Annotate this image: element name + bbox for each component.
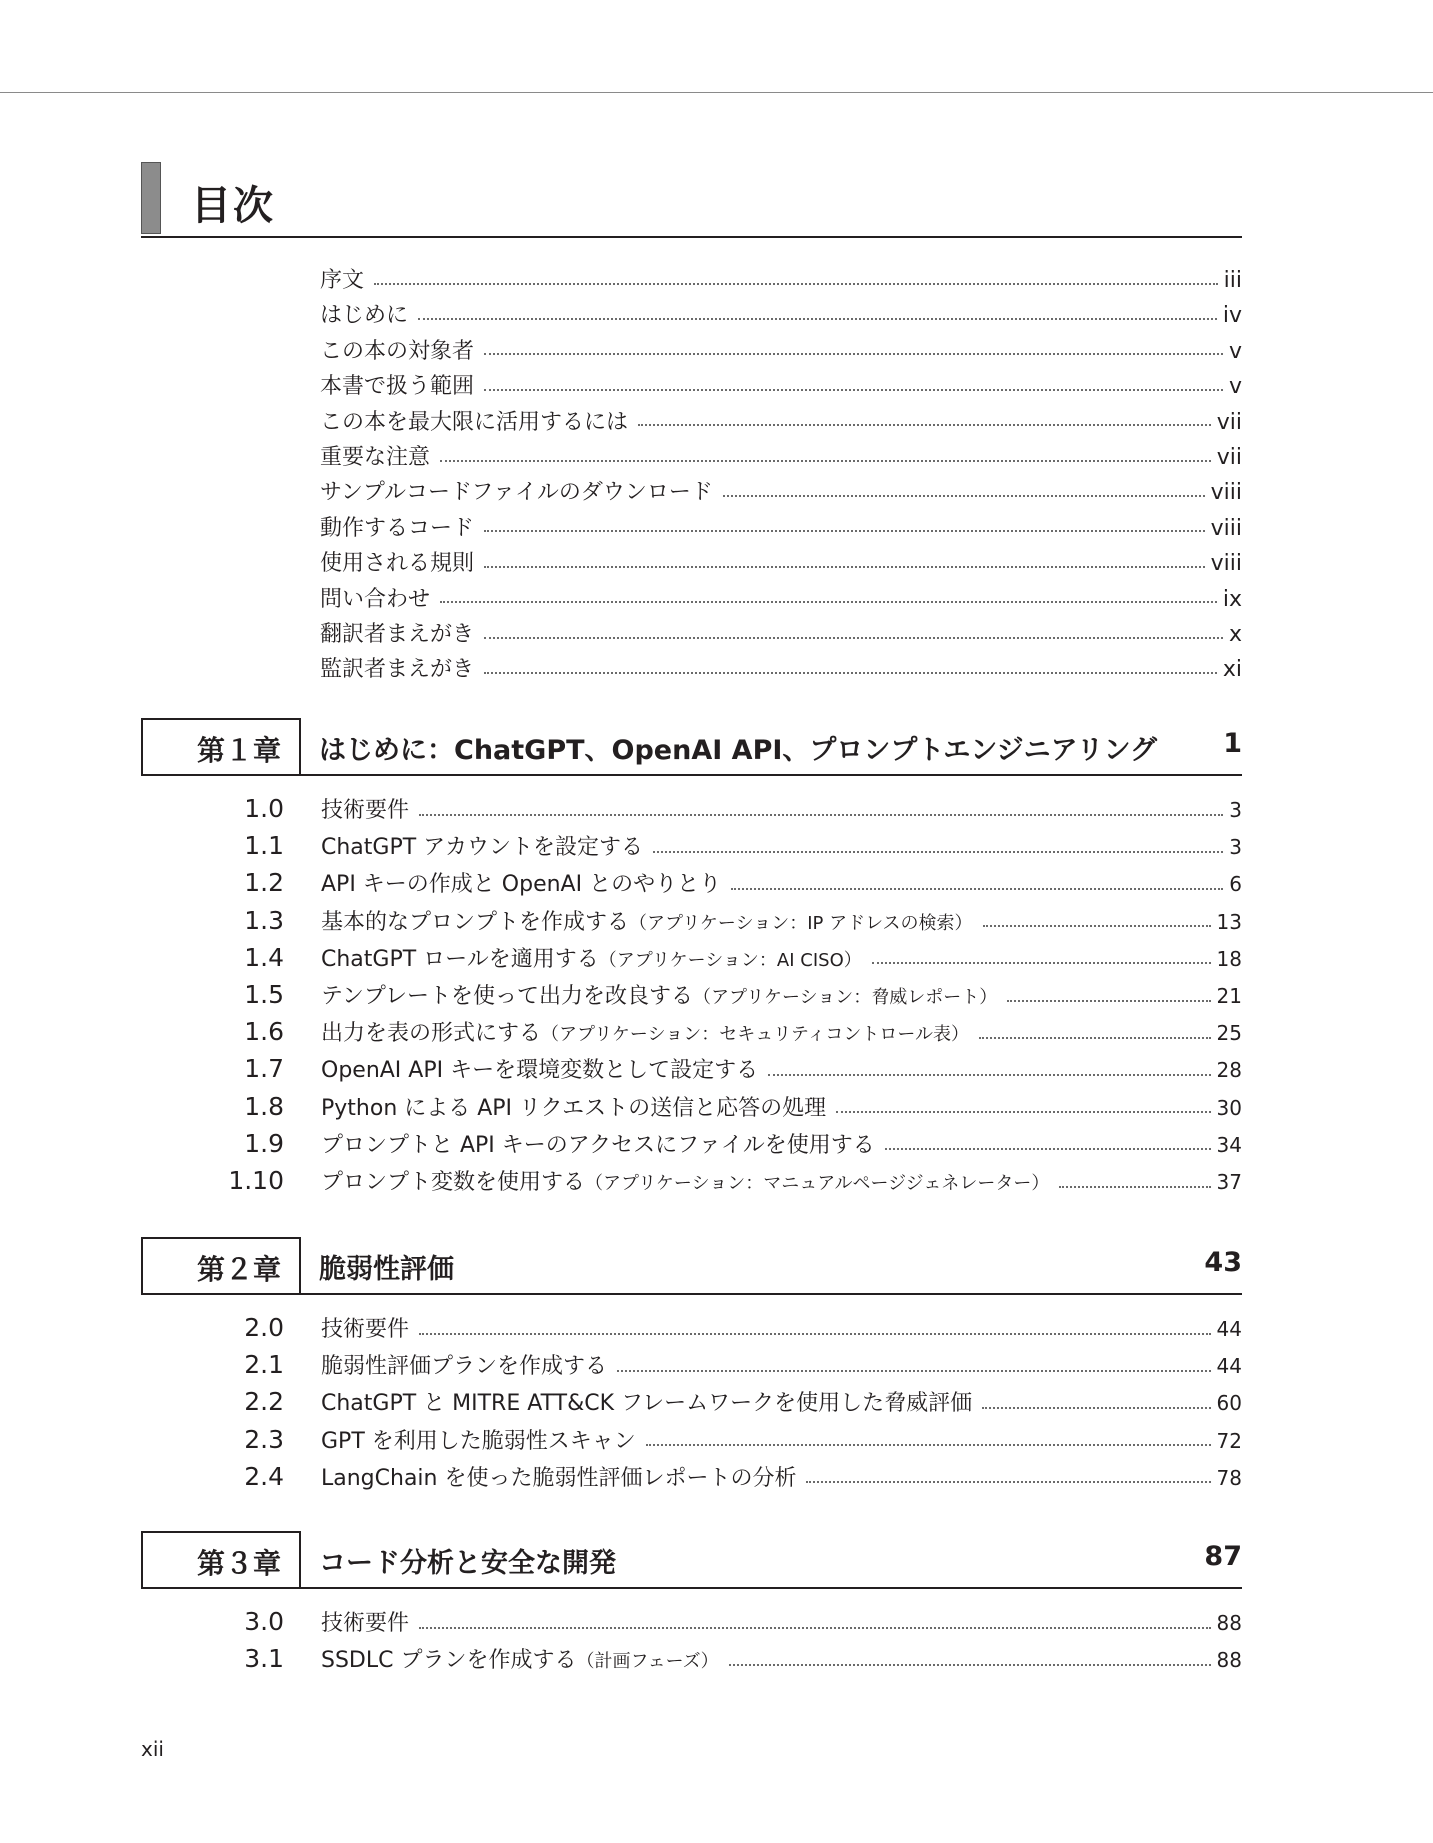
dot-leader [1007,1000,1210,1002]
chapter-title[interactable]: はじめに：ChatGPT、OpenAI API、プロンプトエンジニアリング [319,735,1158,766]
chapter-header [141,1531,1242,1589]
section-label [321,867,721,898]
top-rule [0,92,1433,93]
section-label [321,1606,409,1637]
section-title: プロンプト変数を使用する [321,1170,586,1195]
section-number: 3.1 [244,1644,284,1674]
toc-entry[interactable] [320,263,1242,298]
toc-header [141,162,1242,238]
dot-leader [768,1074,1210,1076]
chapter-number-box [141,1237,301,1293]
section-label [321,793,409,824]
section-label [321,942,862,973]
dot-leader [731,888,1223,890]
section-entry[interactable] [224,1643,1242,1680]
section-title: 技術要件 [321,1611,410,1636]
section-entry[interactable] [224,1128,1242,1165]
toc-entry-page: viii [1210,480,1242,506]
section-entry[interactable] [224,793,1242,830]
toc-entry-label: 使用される規則 [320,551,475,577]
section-title: ChatGPT と MITRE ATT&CK フレームワークを使用した脅威評価 [321,1391,973,1417]
toc-entry[interactable] [320,582,1242,617]
toc-entry-page: ix [1222,586,1242,612]
dot-leader [484,637,1223,639]
section-label [321,1461,796,1492]
chapter-page: 43 [1204,1247,1242,1278]
section-page: 44 [1216,1317,1242,1341]
section-page: 72 [1216,1428,1242,1453]
section-number: 1.4 [244,942,284,972]
section-number: 1.6 [244,1017,284,1047]
chapter-number-box [141,1531,301,1587]
toc-entry-page: viii [1210,551,1242,577]
dot-leader [484,530,1205,532]
section-subtitle: （アプリケーション：AI CISO） [598,949,862,971]
section-entry[interactable] [224,1312,1242,1349]
dot-leader [979,1037,1210,1039]
dot-leader [638,424,1211,426]
dot-leader [806,1481,1210,1483]
toc-entry-page: xi [1222,657,1242,683]
toc-entry[interactable] [320,298,1242,333]
toc-entry-page: iv [1222,303,1242,329]
toc-entry[interactable] [320,475,1242,510]
toc-entry[interactable] [320,511,1242,546]
dot-leader [617,1370,1211,1372]
toc-entry[interactable] [320,546,1242,581]
toc-entry-page: x [1228,622,1242,647]
dot-leader [484,566,1205,568]
section-page: 13 [1216,909,1242,934]
section-label [321,830,643,861]
section-label [321,1091,826,1122]
section-page: 30 [1216,1095,1242,1120]
section-title: ChatGPT ロールを適用する [321,946,599,972]
section-number: 2.2 [244,1387,284,1417]
section-title: 技術要件 [321,798,410,823]
dot-leader [836,1111,1210,1113]
toc-entry-label: 重要な注意 [320,445,431,470]
dot-leader [419,814,1223,816]
section-number: 1.10 [228,1166,284,1195]
toc-entry[interactable] [320,334,1242,369]
section-page: 37 [1216,1170,1242,1194]
chapter-number: 第１章 [196,734,281,767]
section-subtitle: （アプリケーション：セキュリティコントロール表） [541,1024,970,1046]
dot-leader [885,1148,1211,1150]
section-entry[interactable] [224,1349,1242,1386]
section-label [321,1016,969,1047]
toc-entry-label: 本書で扱う範囲 [320,374,475,400]
section-subtitle: （アプリケーション：マニュアルページジェネレーター） [585,1173,1050,1194]
chapter-number: 第２章 [196,1253,281,1286]
section-page: 3 [1229,798,1242,822]
dot-leader [484,389,1223,391]
chapter-number: 第３章 [196,1547,281,1580]
page-number: xii [141,1737,164,1761]
section-page: 44 [1216,1354,1242,1379]
toc-entry[interactable] [320,440,1242,475]
section-title: SSDLC プランを作成する [321,1648,577,1674]
section-number: 1.2 [244,868,284,898]
section-label [321,1312,409,1343]
dot-leader [723,495,1205,497]
section-page: 25 [1216,1021,1242,1046]
dot-leader [982,1407,1210,1409]
toc-entry-label: 序文 [320,268,365,293]
section-page: 6 [1229,872,1242,897]
dot-leader [484,672,1217,674]
section-entry[interactable] [224,979,1242,1016]
section-number: 2.1 [244,1350,284,1380]
dot-leader [872,962,1211,964]
section-page: 28 [1216,1058,1242,1083]
section-label [321,979,997,1010]
section-label [321,1424,636,1455]
chapter-header [141,718,1242,776]
section-title: 出力を表の形式にする [321,1021,542,1047]
toc-entry-page: vii [1216,445,1242,470]
section-number: 2.3 [244,1424,284,1454]
section-title: Python による API リクエストの送信と応答の処理 [321,1095,827,1121]
section-label [321,1053,758,1084]
section-page: 78 [1216,1465,1242,1490]
section-label [321,1643,719,1674]
section-page: 88 [1216,1611,1242,1635]
page-title: 目次 [191,183,275,229]
section-entry[interactable] [224,1461,1242,1498]
section-number: 2.0 [244,1313,284,1342]
section-page: 3 [1229,835,1242,860]
toc-entry-page: vii [1216,409,1242,435]
section-entry[interactable] [224,1091,1242,1128]
chapter-page: 87 [1204,1541,1242,1572]
dot-leader [440,601,1217,603]
section-entry[interactable] [224,830,1242,867]
section-entry[interactable] [224,1606,1242,1643]
section-number: 1.1 [244,831,284,861]
section-number: 3.0 [244,1607,284,1636]
section-title: GPT を利用した脆弱性スキャン [321,1428,636,1454]
section-number: 1.8 [244,1091,284,1121]
toc-entry-label: 監訳者まえがき [320,657,475,683]
dot-leader [983,925,1211,927]
section-entry[interactable] [224,1386,1242,1423]
heading-bar [141,162,161,234]
chapter-page: 1 [1223,728,1242,759]
toc-entry-label: 問い合わせ [320,586,431,612]
section-number: 1.3 [244,905,284,935]
dot-leader [646,1444,1211,1446]
section-number: 2.4 [244,1461,284,1491]
toc-entry-page: iii [1223,268,1242,293]
toc-entry-label: この本の対象者 [320,338,475,364]
section-label [321,1128,875,1159]
toc-entry-label: はじめに [320,303,409,329]
section-page: 34 [1216,1132,1242,1157]
section-label [321,1165,1049,1196]
dot-leader [440,460,1211,462]
section-number: 1.5 [244,980,284,1009]
toc-entry-page: v [1228,338,1242,364]
section-entry[interactable] [224,1016,1242,1053]
dot-leader [419,1627,1211,1629]
dot-leader [1059,1186,1210,1188]
section-entry[interactable] [224,905,1242,942]
toc-entry-label: 動作するコード [320,515,475,541]
section-title: ChatGPT アカウントを設定する [321,835,643,861]
toc-entry-page: v [1228,374,1242,400]
section-page: 21 [1216,984,1242,1008]
section-page: 18 [1216,946,1242,971]
toc-entry-label: 翻訳者まえがき [320,622,475,647]
section-title: テンプレートを使って出力を改良する [321,984,694,1009]
section-number: 1.9 [244,1128,284,1158]
toc-entry-label: サンプルコードファイルのダウンロード [320,480,713,506]
toc-entry[interactable] [320,369,1242,404]
section-subtitle: （アプリケーション：IP アドレスの検索） [629,912,973,934]
section-label [321,1386,972,1417]
section-number: 1.7 [244,1054,284,1084]
chapter-title[interactable]: 脆弱性評価 [319,1254,454,1285]
section-subtitle: （計画フェーズ） [576,1651,719,1673]
toc-entry-label: この本を最大限に活用するには [320,409,629,435]
section-subtitle: （アプリケーション：脅威レポート） [693,987,998,1008]
toc-entry[interactable] [320,617,1242,652]
section-entry[interactable] [224,867,1242,904]
dot-leader [484,353,1223,355]
section-page: 88 [1216,1648,1242,1673]
toc-entry-page: viii [1210,515,1242,541]
section-title: LangChain を使った脆弱性評価レポートの分析 [321,1465,797,1491]
section-title: プロンプトと API キーのアクセスにファイルを使用する [321,1132,875,1158]
chapter-title[interactable]: コード分析と安全な開発 [319,1548,616,1579]
section-entry[interactable] [224,1053,1242,1090]
section-page: 60 [1216,1391,1242,1416]
section-title: API キーの作成と OpenAI とのやりとり [321,872,722,898]
section-entry[interactable] [224,1424,1242,1461]
section-label [321,905,973,936]
toc-entry[interactable] [320,405,1242,440]
chapter-header [141,1237,1242,1295]
dot-leader [419,1333,1211,1335]
section-title: 脆弱性評価プランを作成する [321,1354,608,1380]
dot-leader [418,318,1217,320]
dot-leader [374,283,1218,285]
dot-leader [729,1664,1211,1666]
section-label [321,1349,607,1380]
dot-leader [653,851,1223,853]
section-number: 1.0 [244,794,284,823]
toc-entry[interactable] [320,652,1242,687]
chapter-number-box [141,718,301,774]
section-title: 基本的なプロンプトを作成する [321,909,630,935]
section-title: OpenAI API キーを環境変数として設定する [321,1058,759,1084]
section-title: 技術要件 [321,1317,410,1342]
section-entry[interactable] [224,1165,1242,1202]
section-entry[interactable] [224,942,1242,979]
